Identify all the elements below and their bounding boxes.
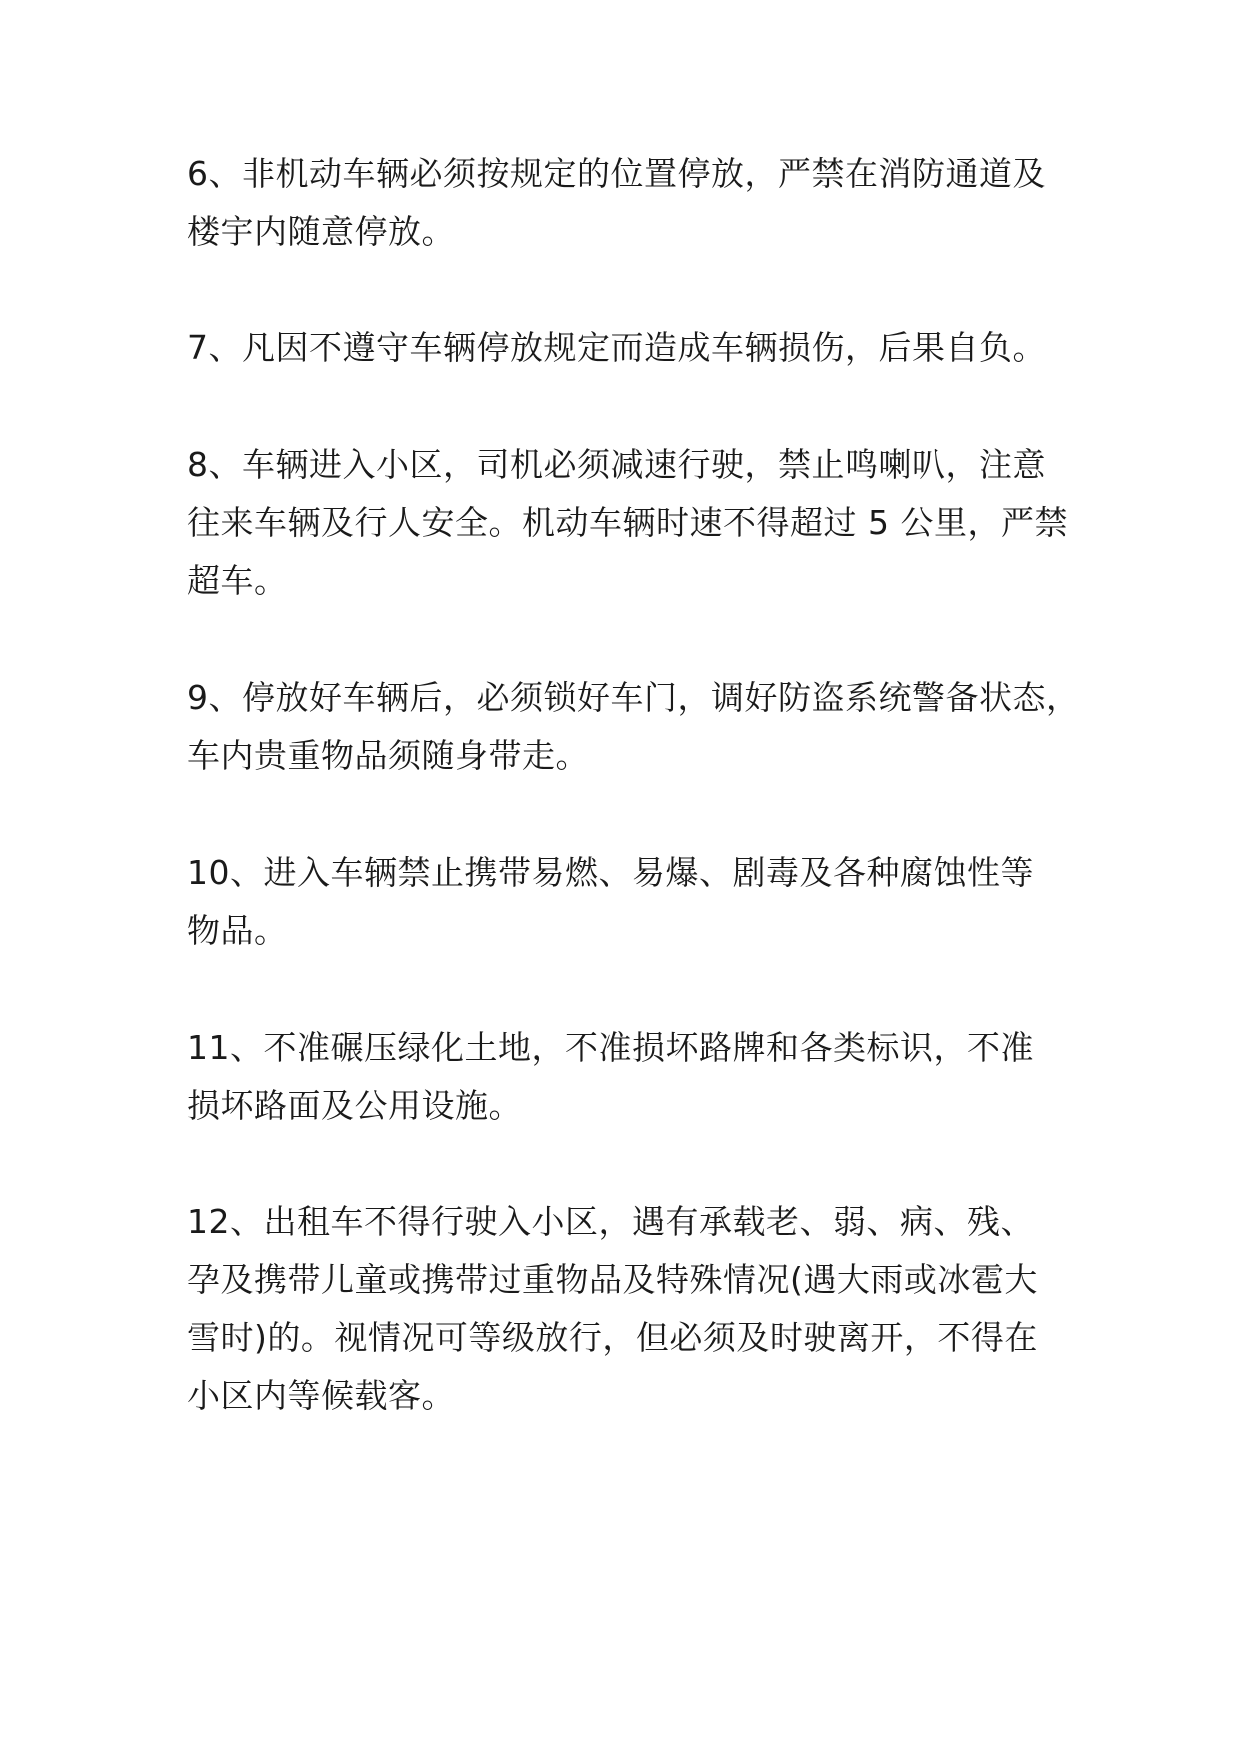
paragraph-line: 楼宇内随意停放。 [187, 212, 455, 251]
paragraph-line: 损坏路面及公用设施。 [187, 1086, 522, 1125]
paragraph-line: 车内贵重物品须随身带走。 [187, 736, 589, 775]
paragraph-line: 小区内等候载客。 [187, 1376, 455, 1415]
paragraph-line: 孕及携带儿童或携带过重物品及特殊情况(遇大雨或冰雹大 [187, 1260, 1038, 1299]
paragraph-line: 往来车辆及行人安全。机动车辆时速不得超过 5 公里，严禁 [187, 503, 1068, 542]
paragraph-line: 雪时)的。视情况可等级放行，但必须及时驶离开，不得在 [187, 1318, 1038, 1357]
paragraph-line: 11、不准碾压绿化土地，不准损坏路牌和各类标识，不准 [187, 1028, 1034, 1067]
paragraph-line: 物品。 [187, 911, 288, 950]
paragraph-line: 8、车辆进入小区，司机必须减速行驶，禁止鸣喇叭，注意 [187, 445, 1046, 484]
paragraph-line: 7、凡因不遵守车辆停放规定而造成车辆损伤，后果自负。 [187, 328, 1046, 367]
paragraph-line: 10、进入车辆禁止携带易燃、易爆、剧毒及各种腐蚀性等 [187, 853, 1034, 892]
paragraph-line: 12、出租车不得行驶入小区，遇有承载老、弱、病、残、 [187, 1202, 1034, 1241]
paragraph-line: 9、停放好车辆后，必须锁好车门，调好防盗系统警备状态， [187, 678, 1080, 717]
paragraph-line: 6、非机动车辆必须按规定的位置停放，严禁在消防通道及 [187, 154, 1046, 193]
paragraph-line: 超车。 [187, 561, 288, 600]
